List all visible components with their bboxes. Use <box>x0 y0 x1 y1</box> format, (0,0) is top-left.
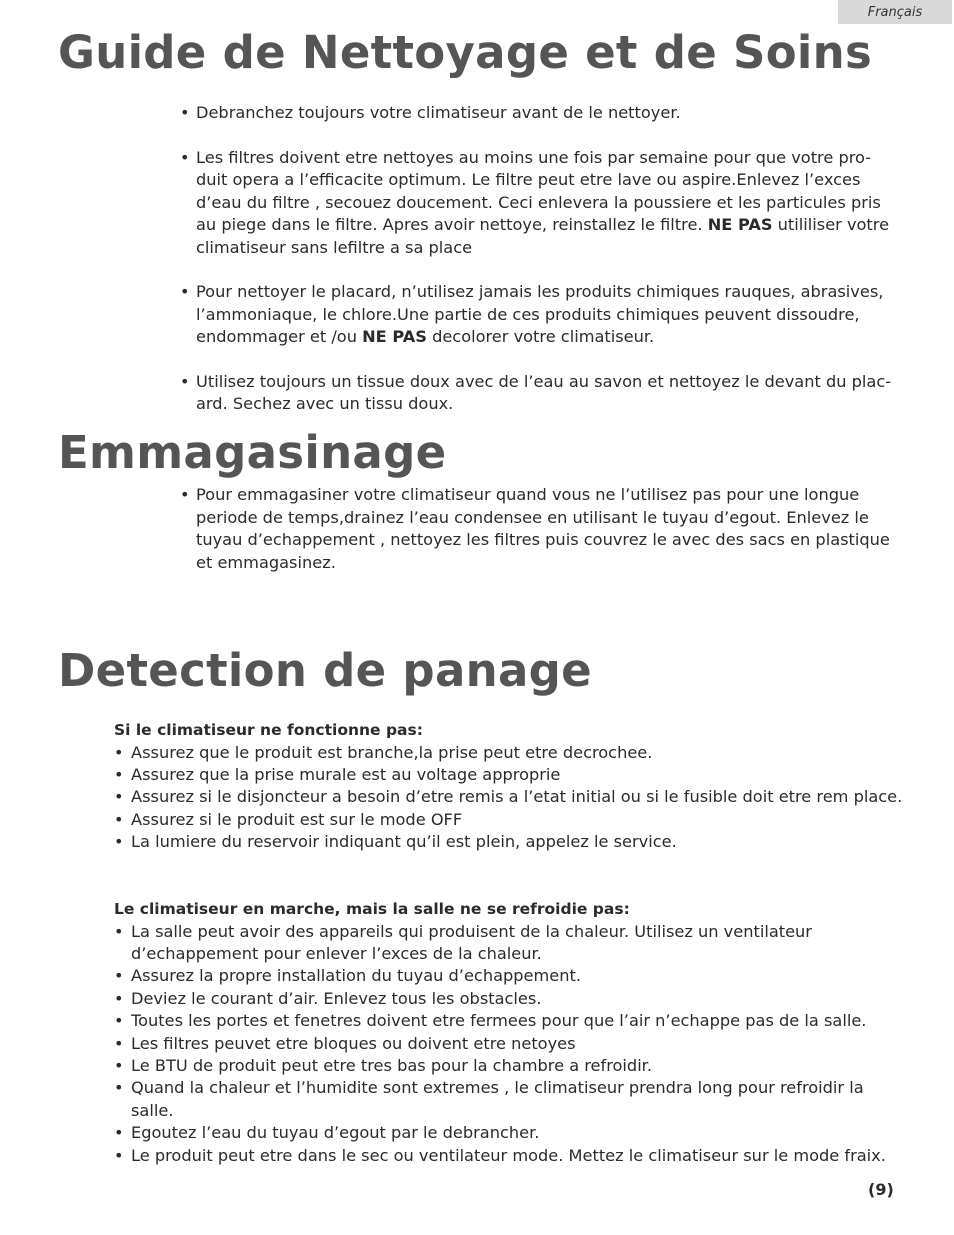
list-item: • Assurez que le produit est branche,la prise peut etre decrochee. <box>114 742 904 764</box>
list-item: • Le BTU de produit peut etre tres bas pour la chambre a refroidir. <box>114 1055 904 1077</box>
language-tab: Français <box>838 0 952 24</box>
list-item: • Assurez si le disjoncteur a besoin d’etre remis a l’etat initial ou si le fusible doit etre rem place. <box>114 786 904 808</box>
list-item: • Quand la chaleur et l’humidite sont extremes , le climatiseur prendra long pour refroidir la salle. <box>114 1077 904 1122</box>
list-item: • Les filtres peuvet etre bloques ou doivent etre netoyes <box>114 1033 904 1055</box>
list-item-text: Utilisez toujours un tissue doux avec de l’eau au savon et nettoyez le devant du plac-ard. Sechez avec un tissu doux. <box>196 371 892 413</box>
group-heading: Le climatiseur en marche, mais la salle ne se refroidie pas: <box>114 900 630 918</box>
page-number: (9) <box>868 1180 894 1199</box>
list-item <box>180 281 896 349</box>
warning-emphasis: NE PAS <box>362 327 427 346</box>
cleaning-title: Guide de Nettoyage et de Soins <box>58 26 873 79</box>
storage-list <box>180 484 896 574</box>
list-item: • La lumiere du reservoir indiquant qu’il est plein, appelez le service. <box>114 831 904 853</box>
list-item-text: Pour nettoyer le placard, n’utilisez jamais les produits chimiques rauques, abrasives, l’ammoniaque, le chlore.Une partie de ces produits chimiques peuvent dissoudre, endommager et /ou <box>196 282 884 346</box>
list-item-text: Debranchez toujours votre climatiseur avant de le nettoyer. <box>196 103 681 122</box>
list-item: • Deviez le courant d’air. Enlevez tous les obstacles. <box>114 988 904 1010</box>
list-item-text: Pour emmagasiner votre climatiseur quand vous ne l’utilisez pas pour une longue periode de temps,drainez l’eau condensee en utilisant le tuyau d’egout. Enlevez le tuyau d’echappement , nettoyez les filtres puis couvrez le avec des sacs en plastique et emmagasinez. <box>196 485 890 572</box>
list-item: • Assurez que la prise murale est au voltage approprie <box>114 764 904 786</box>
list-item-text: decolorer votre climatiseur. <box>426 327 655 346</box>
troubleshooting-group-1 <box>114 719 904 854</box>
list-item <box>180 147 896 260</box>
list-item-text: Les filtres doivent etre nettoyes au moins une fois par semaine pour que votre pro-duit opera a l’efficacite optimum. Le filtre peut etre lave ou aspire.Enlevez l’exces d’eau du filtre , secouez doucement. Ceci enlevera la poussiere et les particules pris au piege dans le filtre. Apres avoir nettoye, reinstallez le filtre. <box>196 147 881 234</box>
list-item: • Assurez si le produit est sur le mode OFF <box>114 809 904 831</box>
list-item: • Assurez la propre installation du tuyau d’echappement. <box>114 965 904 987</box>
list-item <box>180 102 896 125</box>
troubleshooting-title: Detection de panage <box>58 644 592 697</box>
list-item <box>180 484 896 574</box>
list-item: • Toutes les portes et fenetres doivent etre fermees pour que l’air n’echappe pas de la salle. <box>114 1010 904 1032</box>
list-item <box>180 371 896 416</box>
list-item: • La salle peut avoir des appareils qui produisent de la chaleur. Utilisez un ventilateur d’echappement pour enlever l’exces de la chaleur. <box>114 921 904 966</box>
list-item: • Egoutez l’eau du tuyau d’egout par le debrancher. <box>114 1122 904 1144</box>
group-heading: Si le climatiseur ne fonctionne pas: <box>114 721 423 739</box>
list-item-text: utililiser votre climatiseur sans lefiltre a sa place <box>196 215 890 257</box>
list-item: • Le produit peut etre dans le sec ou ventilateur mode. Mettez le climatiseur sur le mode fraix. <box>114 1145 904 1167</box>
storage-title: Emmagasinage <box>58 426 447 479</box>
cleaning-list <box>180 102 896 416</box>
troubleshooting-group-2 <box>114 898 904 1167</box>
warning-emphasis: NE PAS <box>707 215 773 234</box>
